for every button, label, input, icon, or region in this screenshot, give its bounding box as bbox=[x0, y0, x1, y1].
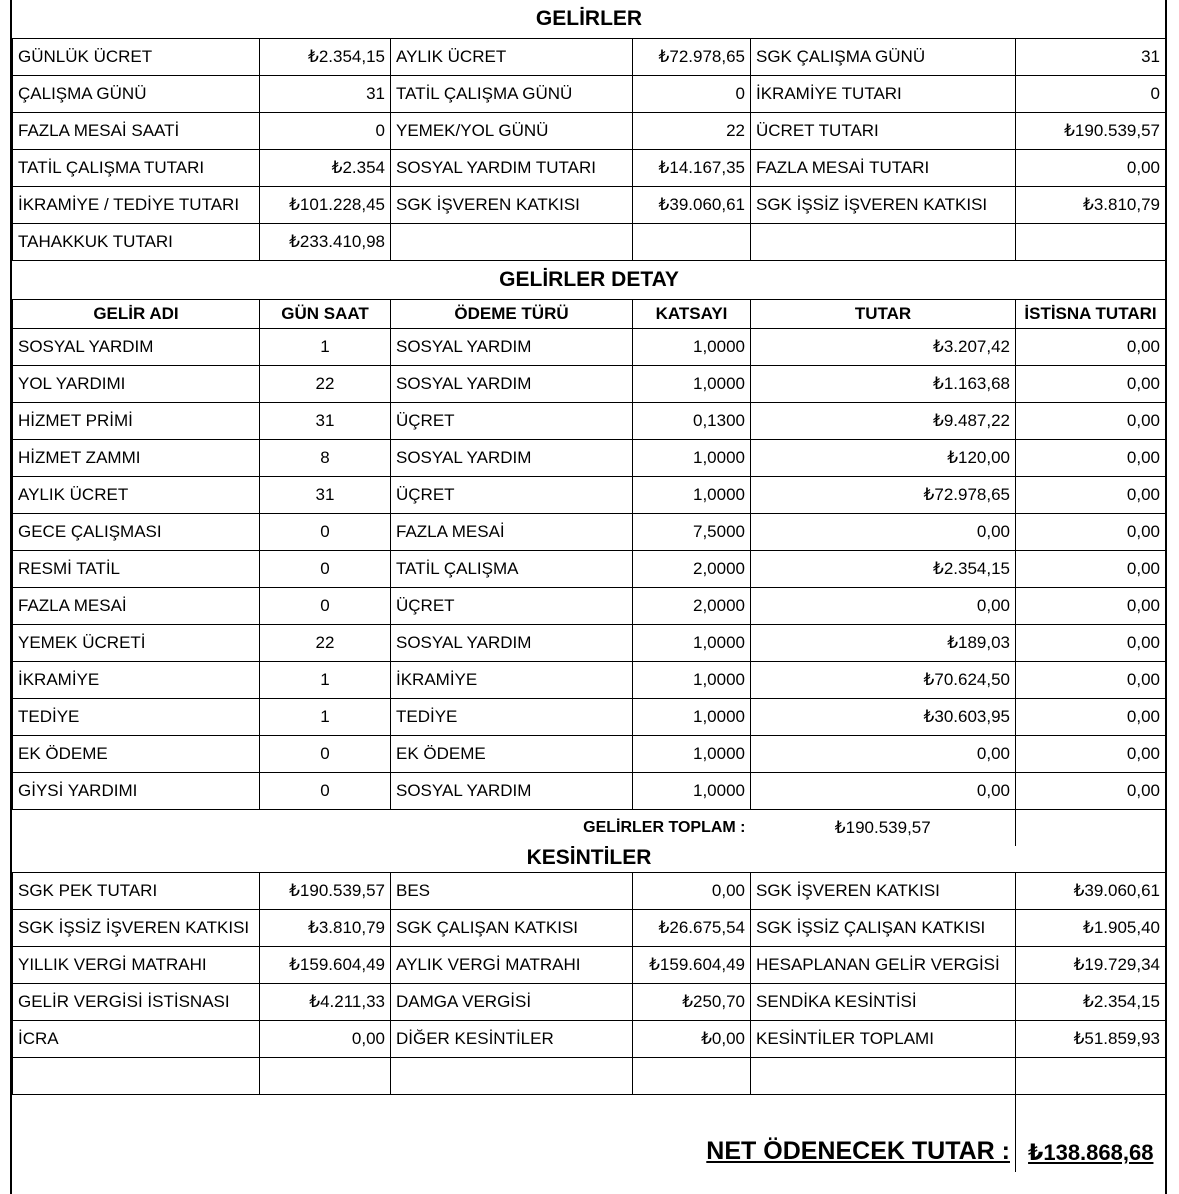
gun-saat-cell: 22 bbox=[260, 366, 391, 403]
value-cell: 0,00 bbox=[260, 1020, 391, 1057]
kesintiler-row bbox=[13, 909, 1166, 946]
label-cell: SGK ÇALIŞAN KATKISI bbox=[391, 909, 633, 946]
column-header: TUTAR bbox=[751, 300, 1016, 329]
value-cell: ₺250,70 bbox=[633, 983, 751, 1020]
katsayi-cell: 1,0000 bbox=[633, 662, 751, 699]
tutar-cell: ₺30.603,95 bbox=[751, 699, 1016, 736]
column-header: İSTİSNA TUTARI bbox=[1016, 300, 1166, 329]
gelirler-row bbox=[13, 76, 1166, 113]
value-cell: 22 bbox=[633, 113, 751, 150]
odeme-turu-cell: SOSYAL YARDIM bbox=[391, 625, 633, 662]
gun-saat-cell: 1 bbox=[260, 329, 391, 366]
label-cell bbox=[751, 224, 1016, 261]
label-cell: FAZLA MESAİ SAATİ bbox=[13, 113, 260, 150]
label-cell: YILLIK VERGİ MATRAHI bbox=[13, 946, 260, 983]
table-row bbox=[13, 440, 1166, 477]
kesintiler-title: KESİNTİLER bbox=[13, 846, 1166, 873]
value-cell: ₺3.810,79 bbox=[1016, 187, 1166, 224]
value-cell: ₺159.604,49 bbox=[260, 946, 391, 983]
tutar-cell: 0,00 bbox=[751, 736, 1016, 773]
gelirler-toplam-label: GELİRLER TOPLAM : bbox=[13, 810, 751, 846]
label-cell: FAZLA MESAİ TUTARI bbox=[751, 150, 1016, 187]
value-cell: 31 bbox=[260, 76, 391, 113]
value-cell: ₺2.354,15 bbox=[1016, 983, 1166, 1020]
value-cell: ₺190.539,57 bbox=[1016, 113, 1166, 150]
label-cell bbox=[391, 1057, 633, 1094]
label-cell: AYLIK ÜCRET bbox=[391, 39, 633, 76]
label-cell: SGK İŞSİZ ÇALIŞAN KATKISI bbox=[751, 909, 1016, 946]
katsayi-cell: 1,0000 bbox=[633, 625, 751, 662]
tutar-cell: ₺2.354,15 bbox=[751, 551, 1016, 588]
column-header: GELİR ADI bbox=[13, 300, 260, 329]
kesintiler-summary bbox=[13, 872, 1166, 1094]
odeme-turu-cell: SOSYAL YARDIM bbox=[391, 773, 633, 810]
tutar-cell: ₺70.624,50 bbox=[751, 662, 1016, 699]
table-row bbox=[13, 625, 1166, 662]
tutar-cell: ₺189,03 bbox=[751, 625, 1016, 662]
label-cell: GELİR VERGİSİ İSTİSNASI bbox=[13, 983, 260, 1020]
tutar-cell: ₺9.487,22 bbox=[751, 403, 1016, 440]
gelirler-detay-list bbox=[13, 329, 1166, 810]
net-label: NET ÖDENECEK TUTAR : bbox=[13, 1094, 1016, 1172]
gelirler-detay-title: GELİRLER DETAY bbox=[13, 261, 1166, 300]
istisna-cell: 0,00 bbox=[1016, 625, 1166, 662]
value-cell: ₺39.060,61 bbox=[633, 187, 751, 224]
tutar-cell: ₺120,00 bbox=[751, 440, 1016, 477]
gelir-adi-cell: AYLIK ÜCRET bbox=[13, 477, 260, 514]
istisna-cell: 0,00 bbox=[1016, 551, 1166, 588]
value-cell bbox=[1016, 224, 1166, 261]
gelirler-title: GELİRLER bbox=[13, 0, 1166, 39]
label-cell bbox=[391, 224, 633, 261]
value-cell: ₺3.810,79 bbox=[260, 909, 391, 946]
istisna-cell: 0,00 bbox=[1016, 699, 1166, 736]
istisna-cell: 0,00 bbox=[1016, 773, 1166, 810]
table-row bbox=[13, 477, 1166, 514]
value-cell: 0 bbox=[633, 76, 751, 113]
istisna-cell: 0,00 bbox=[1016, 736, 1166, 773]
value-cell: ₺0,00 bbox=[633, 1020, 751, 1057]
katsayi-cell: 1,0000 bbox=[633, 773, 751, 810]
column-header: ÖDEME TÜRÜ bbox=[391, 300, 633, 329]
value-cell: 31 bbox=[1016, 39, 1166, 76]
label-cell: HESAPLANAN GELİR VERGİSİ bbox=[751, 946, 1016, 983]
label-cell bbox=[751, 1057, 1016, 1094]
katsayi-cell: 1,0000 bbox=[633, 699, 751, 736]
odeme-turu-cell: EK ÖDEME bbox=[391, 736, 633, 773]
kesintiler-row bbox=[13, 872, 1166, 909]
gelir-adi-cell: HİZMET ZAMMI bbox=[13, 440, 260, 477]
label-cell bbox=[13, 1057, 260, 1094]
katsayi-cell: 0,1300 bbox=[633, 403, 751, 440]
gun-saat-cell: 0 bbox=[260, 773, 391, 810]
table-row bbox=[13, 403, 1166, 440]
label-cell: AYLIK VERGİ MATRAHI bbox=[391, 946, 633, 983]
istisna-cell: 0,00 bbox=[1016, 662, 1166, 699]
detay-header-row bbox=[13, 300, 1166, 329]
istisna-cell: 0,00 bbox=[1016, 366, 1166, 403]
column-header: GÜN SAAT bbox=[260, 300, 391, 329]
kesintiler-row bbox=[13, 1057, 1166, 1094]
table-row bbox=[13, 736, 1166, 773]
odeme-turu-cell: İKRAMİYE bbox=[391, 662, 633, 699]
gun-saat-cell: 8 bbox=[260, 440, 391, 477]
odeme-turu-cell: ÜÇRET bbox=[391, 588, 633, 625]
table-row bbox=[13, 773, 1166, 810]
katsayi-cell: 2,0000 bbox=[633, 551, 751, 588]
tutar-cell: 0,00 bbox=[751, 773, 1016, 810]
value-cell bbox=[633, 1057, 751, 1094]
label-cell: ÇALIŞMA GÜNÜ bbox=[13, 76, 260, 113]
label-cell: İKRAMİYE / TEDİYE TUTARI bbox=[13, 187, 260, 224]
label-cell: SGK İŞSİZ İŞVEREN KATKISI bbox=[751, 187, 1016, 224]
label-cell: TAHAKKUK TUTARI bbox=[13, 224, 260, 261]
label-cell: DAMGA VERGİSİ bbox=[391, 983, 633, 1020]
gun-saat-cell: 0 bbox=[260, 588, 391, 625]
istisna-cell: 0,00 bbox=[1016, 440, 1166, 477]
gun-saat-cell: 1 bbox=[260, 662, 391, 699]
odeme-turu-cell: TEDİYE bbox=[391, 699, 633, 736]
gelirler-row bbox=[13, 113, 1166, 150]
label-cell: DİĞER KESİNTİLER bbox=[391, 1020, 633, 1057]
gun-saat-cell: 22 bbox=[260, 625, 391, 662]
table-row bbox=[13, 329, 1166, 366]
value-cell: ₺39.060,61 bbox=[1016, 872, 1166, 909]
table-row bbox=[13, 551, 1166, 588]
gun-saat-cell: 1 bbox=[260, 699, 391, 736]
net-value: ₺138.868,68 bbox=[1016, 1094, 1166, 1172]
gelirler-row bbox=[13, 150, 1166, 187]
katsayi-cell: 7,5000 bbox=[633, 514, 751, 551]
gun-saat-cell: 0 bbox=[260, 736, 391, 773]
tutar-cell: ₺72.978,65 bbox=[751, 477, 1016, 514]
gelir-adi-cell: YEMEK ÜCRETİ bbox=[13, 625, 260, 662]
gelir-adi-cell: İKRAMİYE bbox=[13, 662, 260, 699]
gelir-adi-cell: EK ÖDEME bbox=[13, 736, 260, 773]
odeme-turu-cell: TATİL ÇALIŞMA bbox=[391, 551, 633, 588]
odeme-turu-cell: FAZLA MESAİ bbox=[391, 514, 633, 551]
value-cell: ₺101.228,45 bbox=[260, 187, 391, 224]
odeme-turu-cell: ÜÇRET bbox=[391, 477, 633, 514]
tutar-cell: 0,00 bbox=[751, 514, 1016, 551]
label-cell: SGK İŞSİZ İŞVEREN KATKISI bbox=[13, 909, 260, 946]
gelir-adi-cell: FAZLA MESAİ bbox=[13, 588, 260, 625]
label-cell: BES bbox=[391, 872, 633, 909]
gelirler-toplam-value: ₺190.539,57 bbox=[751, 810, 1016, 846]
value-cell: ₺72.978,65 bbox=[633, 39, 751, 76]
katsayi-cell: 1,0000 bbox=[633, 366, 751, 403]
kesintiler-row bbox=[13, 983, 1166, 1020]
value-cell: ₺51.859,93 bbox=[1016, 1020, 1166, 1057]
gelirler-row bbox=[13, 187, 1166, 224]
label-cell: SOSYAL YARDIM TUTARI bbox=[391, 150, 633, 187]
column-header: KATSAYI bbox=[633, 300, 751, 329]
value-cell: 0 bbox=[260, 113, 391, 150]
katsayi-cell: 1,0000 bbox=[633, 329, 751, 366]
katsayi-cell: 1,0000 bbox=[633, 736, 751, 773]
table-row bbox=[13, 514, 1166, 551]
gun-saat-cell: 0 bbox=[260, 551, 391, 588]
kesintiler-row bbox=[13, 1020, 1166, 1057]
gelirler-row bbox=[13, 224, 1166, 261]
value-cell: ₺233.410,98 bbox=[260, 224, 391, 261]
katsayi-cell: 2,0000 bbox=[633, 588, 751, 625]
istisna-cell: 0,00 bbox=[1016, 588, 1166, 625]
gelirler-row bbox=[13, 39, 1166, 76]
odeme-turu-cell: SOSYAL YARDIM bbox=[391, 440, 633, 477]
label-cell: SGK İŞVEREN KATKISI bbox=[751, 872, 1016, 909]
gelir-adi-cell: HİZMET PRİMİ bbox=[13, 403, 260, 440]
gelirler-toplam-empty bbox=[1016, 810, 1166, 846]
odeme-turu-cell: SOSYAL YARDIM bbox=[391, 329, 633, 366]
gelir-adi-cell: GİYSİ YARDIMI bbox=[13, 773, 260, 810]
table-row bbox=[13, 699, 1166, 736]
katsayi-cell: 1,0000 bbox=[633, 477, 751, 514]
gelirler-summary bbox=[13, 39, 1166, 261]
label-cell: GÜNLÜK ÜCRET bbox=[13, 39, 260, 76]
tutar-cell: ₺3.207,42 bbox=[751, 329, 1016, 366]
value-cell bbox=[260, 1057, 391, 1094]
label-cell: TATİL ÇALIŞMA GÜNÜ bbox=[391, 76, 633, 113]
label-cell: YEMEK/YOL GÜNÜ bbox=[391, 113, 633, 150]
value-cell: 0 bbox=[1016, 76, 1166, 113]
katsayi-cell: 1,0000 bbox=[633, 440, 751, 477]
value-cell bbox=[633, 224, 751, 261]
istisna-cell: 0,00 bbox=[1016, 514, 1166, 551]
gelir-adi-cell: RESMİ TATİL bbox=[13, 551, 260, 588]
value-cell: ₺2.354,15 bbox=[260, 39, 391, 76]
value-cell: ₺159.604,49 bbox=[633, 946, 751, 983]
label-cell: SGK PEK TUTARI bbox=[13, 872, 260, 909]
table-row bbox=[13, 366, 1166, 403]
gun-saat-cell: 0 bbox=[260, 514, 391, 551]
istisna-cell: 0,00 bbox=[1016, 329, 1166, 366]
payroll-table bbox=[12, 0, 1166, 1172]
gelir-adi-cell: SOSYAL YARDIM bbox=[13, 329, 260, 366]
kesintiler-row bbox=[13, 946, 1166, 983]
table-row bbox=[13, 662, 1166, 699]
label-cell: ÜCRET TUTARI bbox=[751, 113, 1016, 150]
value-cell: ₺26.675,54 bbox=[633, 909, 751, 946]
gelir-adi-cell: YOL YARDIMI bbox=[13, 366, 260, 403]
odeme-turu-cell: SOSYAL YARDIM bbox=[391, 366, 633, 403]
value-cell: ₺2.354 bbox=[260, 150, 391, 187]
label-cell: İCRA bbox=[13, 1020, 260, 1057]
label-cell: TATİL ÇALIŞMA TUTARI bbox=[13, 150, 260, 187]
istisna-cell: 0,00 bbox=[1016, 477, 1166, 514]
gelir-adi-cell: TEDİYE bbox=[13, 699, 260, 736]
value-cell bbox=[1016, 1057, 1166, 1094]
value-cell: ₺1.905,40 bbox=[1016, 909, 1166, 946]
gelir-adi-cell: GECE ÇALIŞMASI bbox=[13, 514, 260, 551]
value-cell: ₺190.539,57 bbox=[260, 872, 391, 909]
value-cell: ₺14.167,35 bbox=[633, 150, 751, 187]
gun-saat-cell: 31 bbox=[260, 477, 391, 514]
label-cell: SENDİKA KESİNTİSİ bbox=[751, 983, 1016, 1020]
gun-saat-cell: 31 bbox=[260, 403, 391, 440]
table-row bbox=[13, 588, 1166, 625]
tutar-cell: ₺1.163,68 bbox=[751, 366, 1016, 403]
value-cell: 0,00 bbox=[633, 872, 751, 909]
value-cell: 0,00 bbox=[1016, 150, 1166, 187]
label-cell: İKRAMİYE TUTARI bbox=[751, 76, 1016, 113]
label-cell: KESİNTİLER TOPLAMI bbox=[751, 1020, 1016, 1057]
payroll-sheet bbox=[10, 0, 1167, 1194]
value-cell: ₺19.729,34 bbox=[1016, 946, 1166, 983]
label-cell: SGK ÇALIŞMA GÜNÜ bbox=[751, 39, 1016, 76]
odeme-turu-cell: ÜÇRET bbox=[391, 403, 633, 440]
label-cell: SGK İŞVEREN KATKISI bbox=[391, 187, 633, 224]
istisna-cell: 0,00 bbox=[1016, 403, 1166, 440]
value-cell: ₺4.211,33 bbox=[260, 983, 391, 1020]
tutar-cell: 0,00 bbox=[751, 588, 1016, 625]
